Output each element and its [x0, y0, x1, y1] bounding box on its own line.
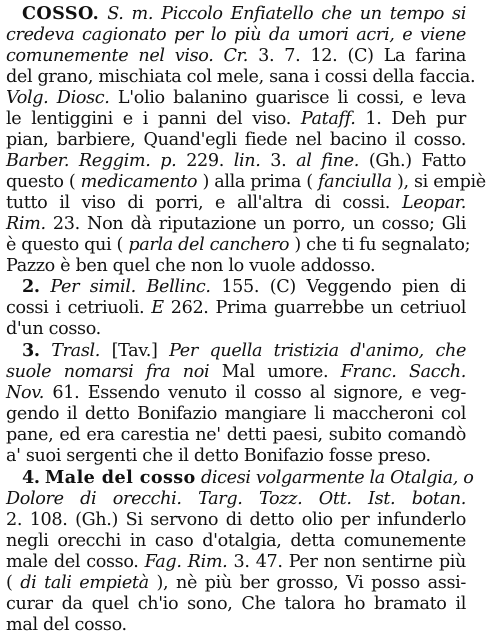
- text-segment: 262. Prima guarrebbe un cetriuol: [170, 298, 466, 318]
- text-segment: le lentiggini e i panni del viso.: [6, 109, 291, 129]
- text-segment: Nov.: [6, 383, 45, 403]
- sense-number: 3.: [22, 340, 40, 361]
- text-segment: S. m. Piccolo Enfiatello che un tempo si: [107, 4, 466, 24]
- text-segment: 3. 7. 12. (C) La farina: [258, 46, 467, 66]
- text-segment: dicesi volgarmente la Otalgia, o: [200, 468, 474, 488]
- text-segment: ), nè più ber grosso, Vi posso assi-: [156, 573, 466, 593]
- text-line: credeva cagionato per lo più da umori acri, e viene: [6, 25, 466, 45]
- text-segment: Mal umore.: [221, 362, 329, 382]
- text-segment: al fine.: [296, 151, 360, 171]
- text-segment: comunemente nel viso. Cr.: [6, 46, 249, 66]
- text-segment: [Tav.]: [111, 341, 158, 361]
- text-segment: Franc. Sacch.: [340, 362, 467, 382]
- text-segment: ) alla prima (: [202, 172, 313, 192]
- text-segment: Trasl.: [51, 341, 101, 361]
- text-line: pane, ed era carestia ne' detti paesi, subito comandò: [6, 425, 466, 445]
- text-segment: 23. Non dà riputazione un porro, un cosso; Gli: [52, 214, 466, 234]
- text-line: curar da quel ch'io sono, Che talora ho bramato il: [6, 594, 466, 614]
- text-segment: cossi i cetriuoli.: [6, 298, 145, 318]
- text-line: pian, barbiere, Quand'egli fiede nel bacino il cosso.: [6, 130, 466, 150]
- text-line: 2. 108. (Gh.) Si servono di detto olio per infunderlo: [6, 510, 466, 530]
- text-line: Dolore di orecchi. Targ. Tozz. Ott. Ist. botan.: [6, 489, 466, 509]
- text-segment: Per simil. Bellinc.: [50, 277, 211, 297]
- text-segment: tutto il viso di porri, e all'altra di cossi.: [6, 193, 391, 213]
- text-segment: (: [6, 573, 13, 593]
- text-segment: suole nomarsi fra noi: [6, 362, 210, 382]
- text-segment: lin.: [233, 151, 261, 171]
- text-segment: Leopar.: [401, 193, 466, 213]
- text-segment: (Gh.) Fatto: [368, 151, 467, 171]
- text-segment: 155. (C) Veggendo pien di: [221, 277, 467, 297]
- text-segment: è questo qui (: [6, 235, 124, 255]
- text-segment: Pataff.: [300, 109, 356, 129]
- text-line: del grano, mischiata col mele, sana i cossi della faccia.: [6, 67, 476, 87]
- text-segment: di tali empietà: [20, 573, 149, 593]
- text-segment: Barber. Reggim. p.: [6, 151, 177, 171]
- text-segment: Volg. Diosc.: [6, 88, 110, 108]
- text-segment: 229.: [186, 151, 224, 171]
- text-line: mal del cosso.: [6, 615, 127, 635]
- text-segment: questo (: [6, 172, 76, 192]
- text-segment: 3.: [270, 151, 287, 171]
- text-line: gendo il detto Bonifazio mangiare li maccheroni col: [6, 404, 466, 424]
- text-segment: 3. 47. Per non sentirne più: [233, 552, 466, 572]
- text-segment: Fag. Rim.: [144, 552, 228, 572]
- text-segment: male del cosso.: [6, 552, 139, 572]
- text-segment: Rim.: [6, 214, 46, 234]
- text-segment: ), si empiè: [397, 172, 486, 192]
- text-segment: ) che ti fu segnalato;: [294, 235, 471, 255]
- text-line: negli orecchi in caso d'otalgia, detta comunemente: [6, 531, 466, 551]
- phrase-term: Male del cosso: [44, 467, 196, 488]
- text-line: a' suoi sergenti che il detto Bonifazio fosse preso.: [6, 446, 431, 466]
- headword: COSSO.: [22, 3, 100, 24]
- text-segment: 61. Essendo venuto il cosso al signore, e veg-: [52, 383, 466, 403]
- text-segment: Per quella tristizia d'animo, che: [169, 341, 467, 361]
- text-segment: E: [151, 298, 164, 318]
- text-segment: fanciulla: [318, 172, 392, 192]
- text-segment: L'olio balanino guarisce li cossi, e leva: [117, 88, 467, 108]
- text-segment: 1. Deh pur: [365, 109, 466, 129]
- sense-number: 4.: [22, 467, 40, 488]
- sense-number: 2.: [22, 276, 40, 297]
- text-segment: medicamento: [80, 172, 198, 192]
- text-line: d'un cosso.: [6, 319, 101, 339]
- text-line: Pazzo è ben quel che non lo vuole addosso.: [6, 256, 376, 276]
- text-segment: parla del canchero: [128, 235, 290, 255]
